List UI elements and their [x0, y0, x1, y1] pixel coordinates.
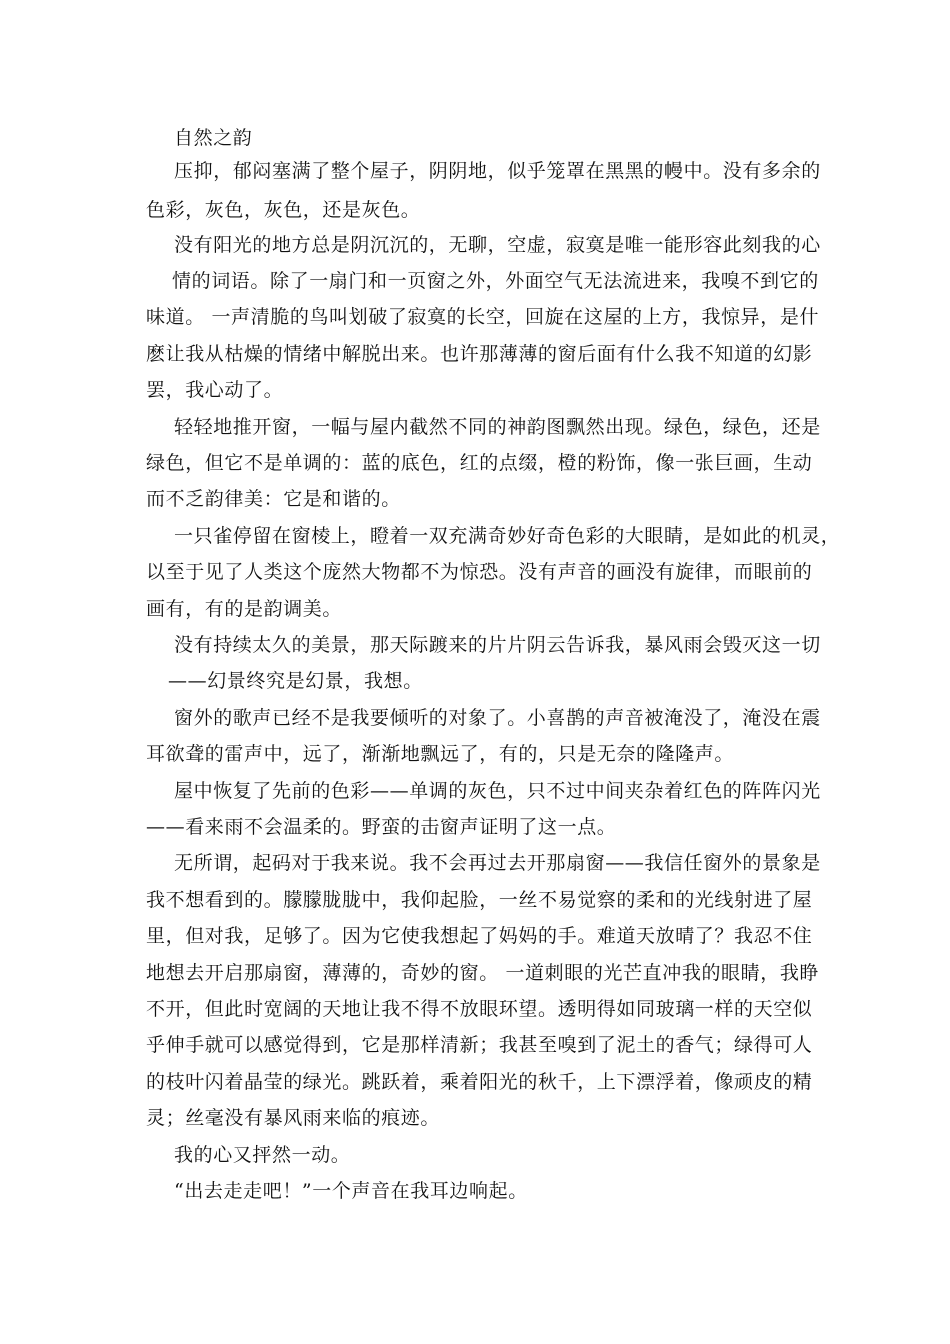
text-line: 我的心又抨然一动。	[174, 1144, 351, 1166]
text-line: 我不想看到的。朦朦胧胧中，我仰起脸，一丝不易觉察的柔和的光线射进了屋	[146, 889, 813, 911]
text-line: 画有，有的是韵调美。	[146, 598, 343, 620]
text-line: 味道。 一声清脆的鸟叫划破了寂寞的长空，回旋在这屋的上方，我惊异，是什	[146, 306, 820, 328]
essay-title: 自然之韵	[174, 127, 253, 149]
text-line: 窗外的歌声已经不是我要倾听的对象了。小喜鹊的声音被淹没了，淹没在震	[174, 707, 821, 729]
text-line: 罢，我心动了。	[146, 379, 284, 401]
text-line: 麽让我从枯燥的情绪中解脱出来。也许那薄薄的窗后面有什么我不知道的幻影	[146, 343, 813, 365]
text-line: 耳欲聋的雷声中，远了，渐渐地飘远了，有的，只是无奈的隆隆声。	[146, 743, 735, 765]
text-line: ——幻景终究是幻景，我想。	[168, 670, 423, 692]
text-line: 没有持续太久的美景，那天际踱来的片片阴云告诉我，暴风雨会毁灭这一切	[174, 634, 821, 656]
text-line: 地想去开启那扇窗，薄薄的，奇妙的窗。 一道刺眼的光芒直冲我的眼睛，我睁	[146, 962, 820, 984]
text-line: 压抑，郁闷塞满了整个屋子，阴阴地，似乎笼罩在黑黑的幔中。没有多余的	[174, 160, 821, 182]
text-line: “出去走走吧！”一个声音在我耳边响起。	[174, 1180, 528, 1202]
text-line: 而不乏韵律美：它是和谐的。	[146, 488, 401, 510]
text-line: 轻轻地推开窗，一幅与屋内截然不同的神韵图飘然出现。绿色，绿色，还是	[174, 416, 821, 438]
text-line: 没有阳光的地方总是阴沉沉的，无聊，空虚，寂寞是唯一能形容此刻我的心	[174, 234, 821, 256]
text-line: ——看来雨不会温柔的。野蛮的击窗声证明了这一点。	[146, 816, 617, 838]
text-line: 乎伸手就可以感觉得到，它是那样清新；我甚至嗅到了泥土的香气；绿得可人	[146, 1034, 813, 1056]
text-line: 情的词语。除了一扇门和一页窗之外，外面空气无法流进来，我嗅不到它的	[172, 270, 819, 292]
text-line: 的枝叶闪着晶莹的绿光。跳跃着，乘着阳光的秋千，上下漂浮着，像顽皮的精	[146, 1071, 813, 1093]
text-line: 屋中恢复了先前的色彩——单调的灰色，只不过中间夹杂着红色的阵阵闪光	[174, 780, 821, 802]
text-line: 不开，但此时宽阔的天地让我不得不放眼环望。透明得如同玻璃一样的天空似	[146, 998, 813, 1020]
text-line: 以至于见了人类这个庞然大物都不为惊恐。没有声音的画没有旋律，而眼前的	[146, 561, 813, 583]
text-line: 色彩，灰色，灰色，还是灰色。	[146, 199, 421, 221]
text-line: 绿色，但它不是单调的：蓝的底色，红的点缀，橙的粉饰，像一张巨画，生动	[146, 452, 813, 474]
text-line: 里，但对我，足够了。因为它使我想起了妈妈的手。难道天放晴了？我忍不住	[146, 925, 813, 947]
text-line: 一只雀停留在窗棱上，瞪着一双充满奇妙好奇色彩的大眼睛，是如此的机灵，	[174, 525, 841, 547]
text-line: 无所谓，起码对于我来说。我不会再过去开那扇窗——我信任窗外的景象是	[174, 852, 821, 874]
text-line: 灵；丝毫没有暴风雨来临的痕迹。	[146, 1107, 441, 1129]
